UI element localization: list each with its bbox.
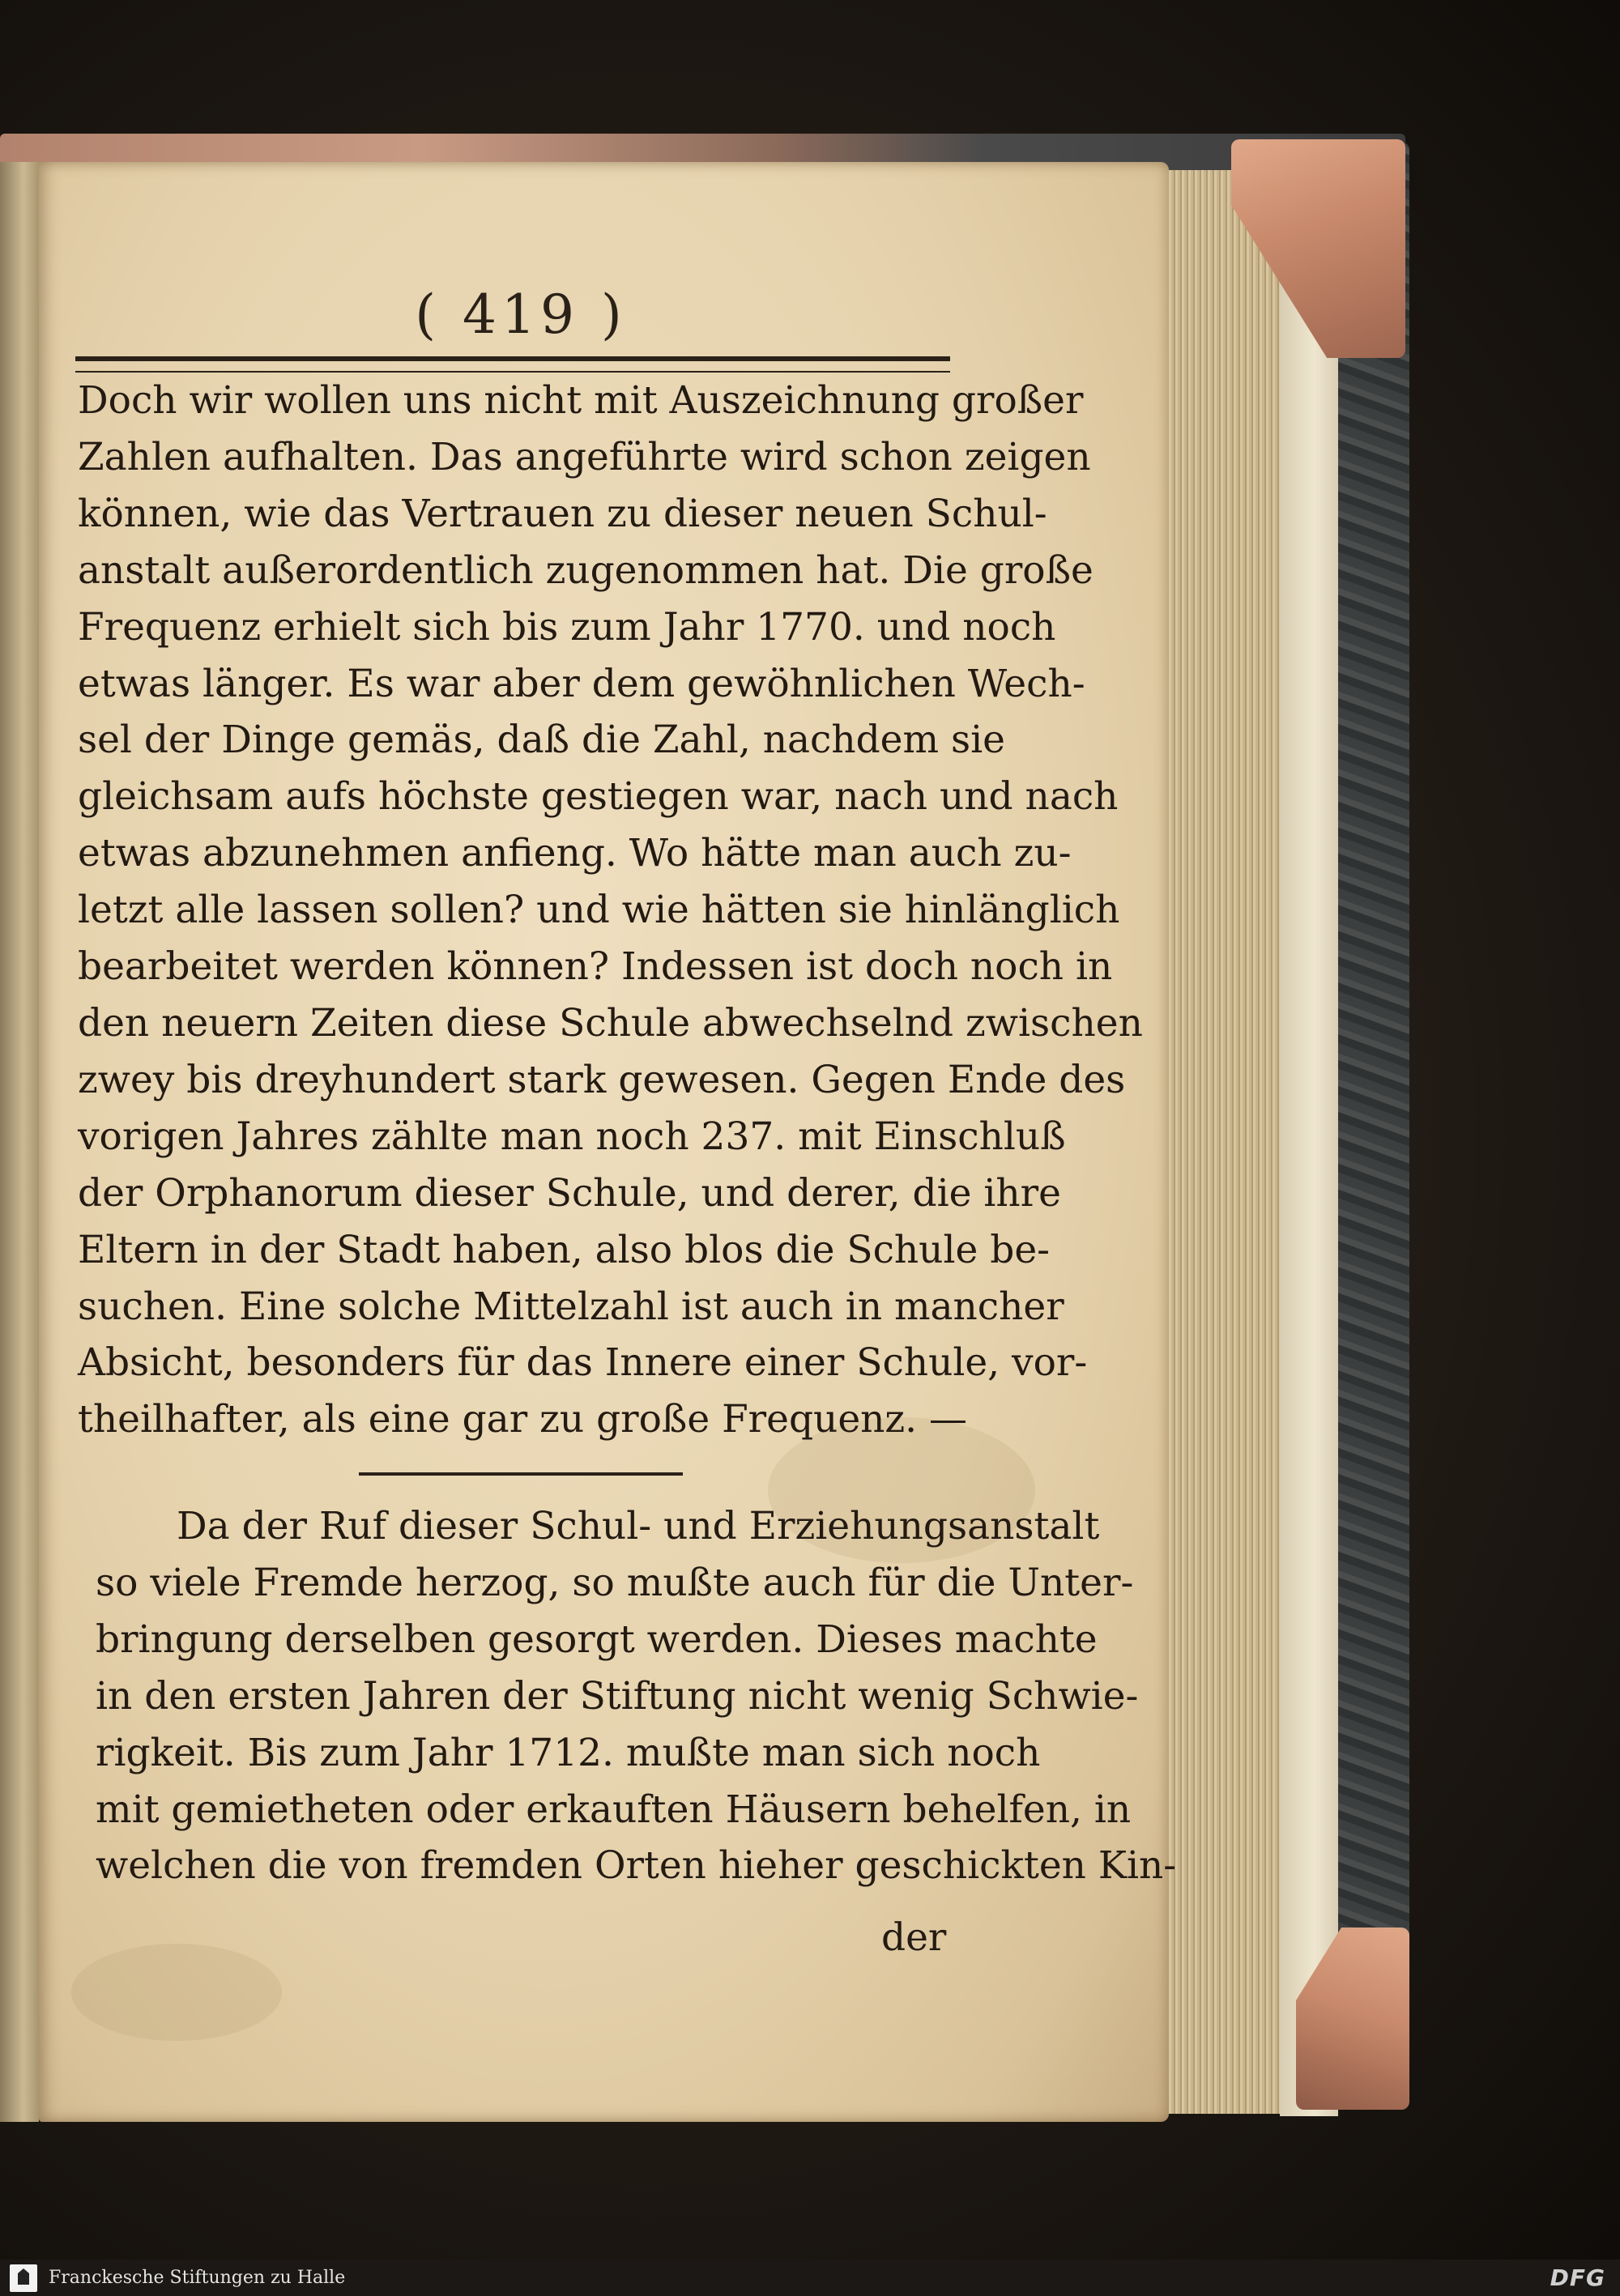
catchword: der [881,1915,947,1960]
text-line: mit gemietheten oder erkauften Häusern behelfen, in [96,1787,1132,1832]
viewer-footer-bar [0,2260,1620,2296]
text-line: so viele Fremde herzog, so mußte auch für die Unter- [96,1560,1134,1605]
text-line: Doch wir wollen uns nicht mit Auszeichnung großer [78,378,1084,423]
book-page [39,162,1177,2122]
text-line: etwas abzunehmen anfieng. Wo hätte man auch zu- [78,831,1072,876]
text-line: anstalt außerordentlich zugenommen hat. Die große [78,547,1094,593]
text-line: bearbeitet werden können? Indessen ist doch noch in [78,944,1113,990]
paper-stain [71,1944,282,2041]
text-line: suchen. Eine solche Mittelzahl ist auch in mancher [78,1284,1064,1329]
text-line: den neuern Zeiten diese Schule abwechselnd zwischen [78,1000,1143,1046]
text-line: in den ersten Jahren der Stiftung nicht wenig Schwie- [96,1673,1139,1719]
institution-name: Franckesche Stiftungen zu Halle [49,2268,346,2288]
text-line: Eltern in der Stadt haben, also blos die Schule be- [78,1227,1051,1272]
facing-page-edge [0,162,39,2122]
text-line: etwas länger. Es war aber dem gewöhnlichen Wech- [78,661,1085,706]
header-rule [75,356,950,373]
text-line: letzt alle lassen sollen? und wie hätten sie hinlänglich [78,888,1120,933]
book-cover-right-board [1328,142,1409,2110]
page-number-header: ( 419 ) [415,283,627,346]
text-line: sel der Dinge gemäs, daß die Zahl, nachdem sie [78,718,1005,763]
paragraph-1 [78,373,1143,1448]
page-block-edges [1158,170,1300,2114]
text-line: Da der Ruf dieser Schul- und Erziehungsanstalt [177,1504,1100,1548]
text-line: zwey bis dreyhundert stark gewesen. Gegen Ende des [78,1057,1126,1102]
section-divider [359,1472,683,1476]
text-line: bringung derselben gesorgt werden. Dieses machte [96,1617,1098,1662]
text-line: welchen die von fremden Orten hieher geschickten Kin- [96,1843,1177,1889]
text-line: rigkeit. Bis zum Jahr 1712. mußte man sich noch [96,1730,1041,1775]
funder-logo: DFG [1550,2264,1605,2291]
text-line: Zahlen aufhalten. Das angeführte wird schon zeigen [78,434,1091,479]
text-line: theilhafter, als eine gar zu große Frequenz. — [78,1397,968,1442]
flyleaf [1280,177,1338,2116]
text-line: Frequenz erhielt sich bis zum Jahr 1770. und noch [78,604,1056,650]
foundation-logo-icon [10,2264,37,2292]
text-line: vorigen Jahres zählte man noch 237. mit Einschluß [78,1114,1066,1159]
paragraph-2 [96,1498,1177,1894]
text-line: der Orphanorum dieser Schule, und derer, die ihre [78,1170,1061,1216]
text-line: können, wie das Vertrauen zu dieser neuen Schul- [78,491,1047,536]
text-line: Absicht, besonders für das Innere einer Schule, vor- [78,1340,1088,1386]
text-line: gleichsam aufs höchste gestiegen war, nach und nach [78,774,1119,820]
